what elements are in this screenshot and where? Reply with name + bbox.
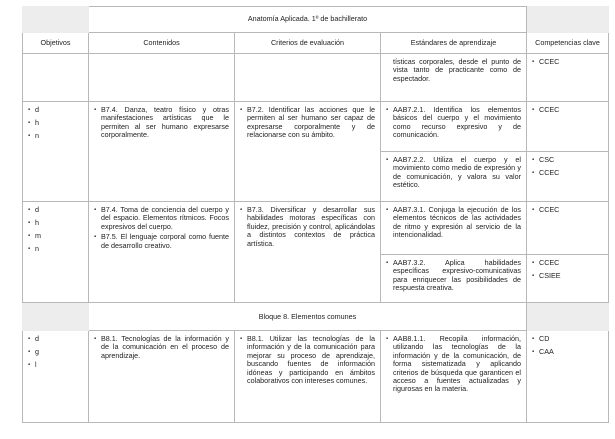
contenido-item: ▪ B7.5. El lenguaje corporal como fuente de desarrollo creativo. — [94, 233, 229, 250]
competencia-item: ▪ CSIEE — [532, 272, 603, 280]
table-row — [23, 331, 609, 423]
table-row — [23, 54, 609, 102]
competencias-cell — [527, 255, 609, 303]
estandar-cell — [381, 202, 527, 255]
contenidos-cell — [89, 202, 235, 303]
header-objetivos: Objetivos — [23, 33, 89, 54]
competencias-cell — [527, 54, 609, 102]
criterio-cell — [235, 54, 381, 102]
curriculum-table — [22, 6, 609, 423]
estandar-cell — [381, 102, 527, 152]
objetivo-item: ▪ g — [28, 348, 83, 356]
header-criterios: Criterios de evaluación — [235, 33, 381, 54]
objetivo-item: ▪ d — [28, 335, 83, 343]
competencia-item: ▪ CCEC — [532, 259, 603, 267]
competencia-item: ▪ CD — [532, 335, 603, 343]
competencias-cell — [527, 331, 609, 423]
table-row — [23, 102, 609, 152]
objetivos-cell — [23, 202, 89, 303]
estandar-cell — [381, 152, 527, 202]
criterio-cell — [235, 102, 381, 202]
objetivos-cell — [23, 331, 89, 423]
estandar-text: ▪ AAB7.3.2. Aplica habilidades específicas expresivo-comunicativas para enriquecer las posibilidades de respuesta creativa. — [386, 259, 521, 293]
header-competencias: Competencias clave — [527, 33, 609, 54]
criterio-text: ▪ B7.3. Diversificar y desarrollar sus habilidades motoras específicas con fluidez, precisión y control, aplicándolas a distintos contextos de práctica artística. — [240, 206, 375, 248]
contenidos-cell — [89, 331, 235, 423]
title-row — [23, 7, 609, 33]
estandar-text: ▪ AAB7.2.1. Identifica los elementos básicos del cuerpo y el movimiento como recurso expresivo y de comunicación. — [386, 106, 521, 140]
estandar-cell — [381, 54, 527, 102]
estandar-cell — [381, 255, 527, 303]
criterio-cell — [235, 202, 381, 303]
competencias-cell — [527, 152, 609, 202]
criterio-text: ▪ B8.1. Utilizar las tecnologías de la información y de la comunicación para mejorar su proceso de aprendizaje, buscando fuentes de información idóneas y participando en ámbitos colaborativos con intereses comunes. — [240, 335, 375, 385]
contenido-item: ▪ B8.1. Tecnologías de la información y de la comunicación en el proceso de aprendizaje. — [94, 335, 229, 360]
contenido-item: ▪ B7.4. Toma de conciencia del cuerpo y del espacio. Elementos rítmicos. Focos expresivos del cuerpo. — [94, 206, 229, 231]
competencia-item: ▪ CCEC — [532, 206, 603, 214]
objetivo-item: ▪ d — [28, 206, 83, 214]
objetivo-item: ▪ h — [28, 119, 83, 127]
block-title: Bloque 8. Elementos comunes — [89, 303, 527, 331]
column-header-row — [23, 33, 609, 54]
estandar-cell — [381, 331, 527, 423]
objetivo-item: ▪ n — [28, 132, 83, 140]
competencia-item: ▪ CCEC — [532, 169, 603, 177]
objetivos-cell — [23, 102, 89, 202]
criterio-cell — [235, 331, 381, 423]
criterio-text: ▪ B7.2. Identificar las acciones que le permiten al ser humano ser capaz de expresarse corporalmente y de relacionarse con su ámbito. — [240, 106, 375, 140]
block-row — [23, 303, 609, 331]
competencia-item: ▪ CAA — [532, 348, 603, 356]
header-estandares: Estándares de aprendizaje — [381, 33, 527, 54]
contenidos-cell — [89, 102, 235, 202]
objetivos-cell — [23, 54, 89, 102]
block-spacer-cell-right — [527, 303, 609, 331]
estandar-text: tísticas corporales, desde el punto de vista tanto de practicante como de espectador. — [393, 57, 521, 83]
objetivo-item: ▪ l — [28, 361, 83, 369]
estandar-text: ▪ AAB7.3.1. Conjuga la ejecución de los elementos técnicos de las actividades de ritmo y expresión al servicio de la intencionalidad. — [386, 206, 521, 240]
competencia-item: ▪ CSC — [532, 156, 603, 164]
curriculum-table-page — [22, 6, 608, 423]
estandar-text: ▪ AAB8.1.1. Recopila información, utilizando las tecnologías de la información y de la comunicación, de forma sistematizada y aplicando criterios de búsqueda que garanticen el acceso a fuentes actualizadas y rigurosas en la materia. — [386, 335, 521, 394]
block-spacer-cell — [23, 303, 89, 331]
objetivo-item: ▪ m — [28, 232, 83, 240]
objetivo-item: ▪ h — [28, 219, 83, 227]
competencias-cell — [527, 102, 609, 152]
contenidos-cell — [89, 54, 235, 102]
estandar-text: ▪ AAB7.2.2. Utiliza el cuerpo y el movimiento como medio de expresión y de comunicación, y valora su valor estético. — [386, 156, 521, 190]
title-spacer-cell — [23, 7, 89, 33]
objetivo-item: ▪ d — [28, 106, 83, 114]
objetivo-item: ▪ n — [28, 245, 83, 253]
header-contenidos: Contenidos — [89, 33, 235, 54]
table-title: Anatomía Aplicada. 1º de bachillerato — [89, 7, 527, 33]
competencia-item: ▪ CCEC — [532, 106, 603, 114]
competencias-cell — [527, 202, 609, 255]
table-row — [23, 202, 609, 255]
competencia-item: ▪ CCEC — [532, 58, 603, 66]
contenido-item: ▪ B7.4. Danza, teatro físico y otras manifestaciones artísticas que le permiten al ser humano expresarse corporalmente. — [94, 106, 229, 140]
title-spacer-cell-right — [527, 7, 609, 33]
